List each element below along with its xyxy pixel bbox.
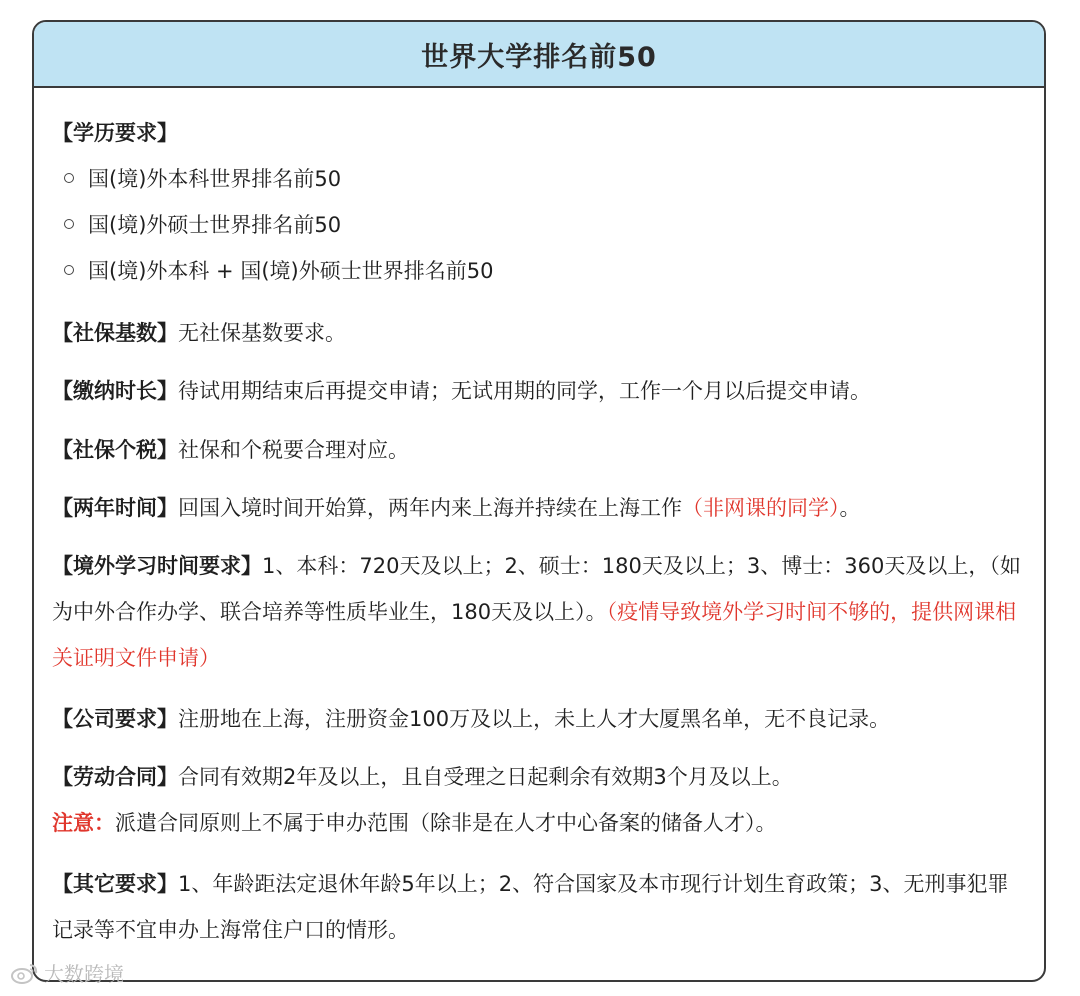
overseas-study-block — [52, 543, 1022, 681]
social-base-text: 无社保基数要求。 — [178, 321, 346, 345]
company-line — [52, 696, 1024, 742]
watermark-text: 大数跨境 — [44, 962, 124, 986]
education-item-2: 国(境)外硕士世界排名前50 — [88, 213, 342, 237]
contract-line — [52, 754, 1024, 800]
two-years-label: 【两年时间】 — [52, 496, 178, 520]
two-years-line — [52, 485, 1024, 531]
watermark — [10, 958, 124, 987]
note-label: 注意： — [52, 811, 115, 835]
social-tax-label: 【社保个税】 — [52, 438, 178, 462]
other-label: 【其它要求】 — [52, 872, 178, 896]
payment-duration-text: 待试用期结束后再提交申请；无试用期的同学，工作一个月以后提交申请。 — [178, 379, 871, 403]
list-item — [64, 202, 341, 248]
other-block — [52, 861, 1022, 953]
note-text: 派遣合同原则上不属于申办范围（除非是在人才中心备案的储备人才）。 — [115, 811, 777, 835]
social-base-label: 【社保基数】 — [52, 321, 178, 345]
list-item — [64, 156, 341, 202]
contract-text: 合同有效期2年及以上，且自受理之日起剩余有效期3个月及以上。 — [178, 765, 793, 789]
company-text: 注册地在上海，注册资金100万及以上，未上人才大厦黑名单，无不良记录。 — [178, 707, 891, 731]
weibo-icon — [10, 961, 40, 985]
payment-duration-label: 【缴纳时长】 — [52, 379, 178, 403]
overseas-study-red-note: （疫情导致境外学习时间不够的，提供网课相关证明文件申请） — [52, 600, 1017, 670]
other-text: 1、年龄距法定退休年龄5年以上；2、符合国家及本市现行计划生育政策；3、无刑事犯罪记录等不宜申办上海常住户口的情形。 — [52, 872, 1009, 942]
circle-bullet-icon — [64, 173, 74, 183]
two-years-end: 。 — [839, 496, 861, 520]
education-item-3: 国(境)外本科 + 国(境)外硕士世界排名前50 — [88, 259, 494, 283]
contract-label: 【劳动合同】 — [52, 765, 178, 789]
education-item-1: 国(境)外本科世界排名前50 — [88, 167, 342, 191]
circle-bullet-icon — [64, 265, 74, 275]
circle-bullet-icon — [64, 219, 74, 229]
overseas-study-label: 【境外学习时间要求】 — [52, 554, 262, 578]
payment-duration-line — [52, 368, 1024, 414]
requirements-card — [32, 20, 1046, 982]
overseas-study-text: 1、本科：720天及以上；2、硕士：180天及以上；3、博士：360天及以上，（如为中外合作办学、联合培养等性质毕业生，180天及以上）。 — [52, 554, 1021, 624]
two-years-text: 回国入境时间开始算，两年内来上海并持续在上海工作 — [178, 496, 682, 520]
social-base-line — [52, 310, 1024, 356]
page-title: 世界大学排名前50 — [421, 41, 657, 73]
social-tax-line — [52, 427, 1024, 473]
card-header — [34, 22, 1044, 88]
list-item — [64, 248, 493, 294]
education-label: 【学历要求】 — [52, 121, 178, 145]
note-line — [52, 800, 1024, 846]
company-label: 【公司要求】 — [52, 707, 178, 731]
two-years-red-note: （非网课的同学） — [682, 496, 840, 520]
social-tax-text: 社保和个税要合理对应。 — [178, 438, 409, 462]
